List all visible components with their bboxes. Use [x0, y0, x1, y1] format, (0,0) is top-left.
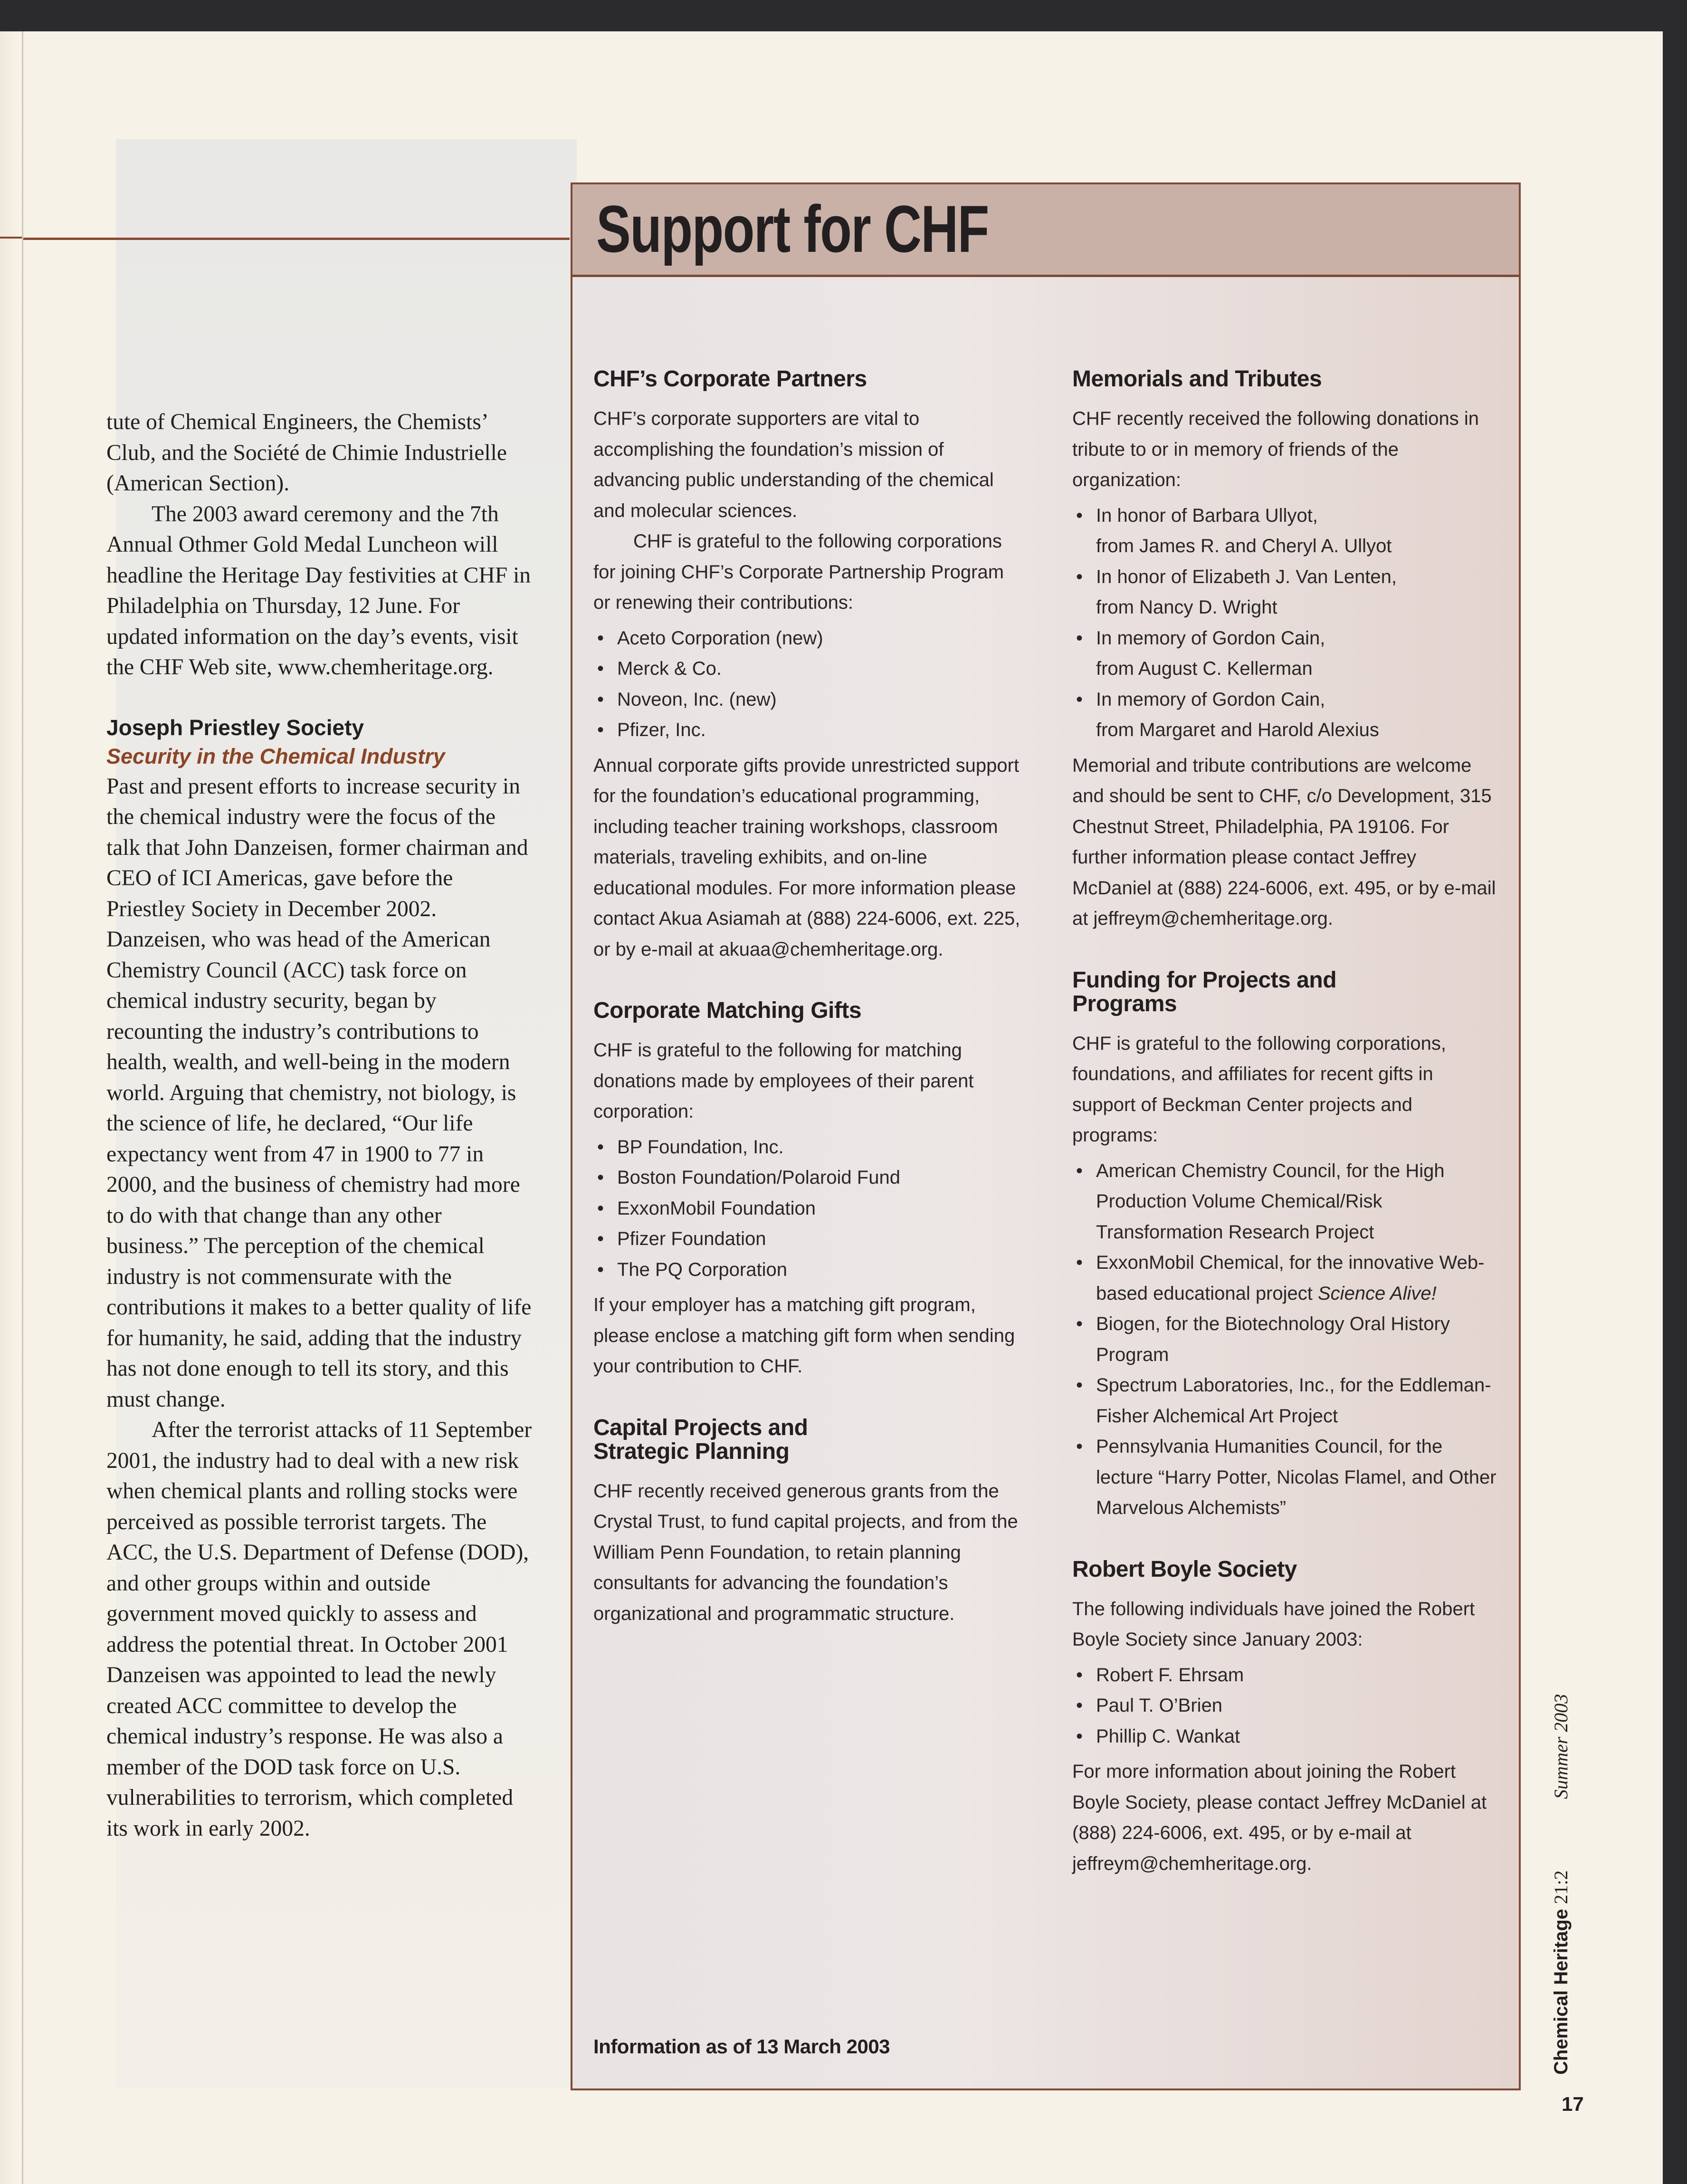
volume-issue: 21:2 [1550, 1870, 1572, 1904]
section-text: CHF recently received the following donations in tribute to or in memory of friends of the organization: [1072, 408, 1479, 490]
funding-list [1072, 1156, 1500, 1523]
list-item-text: ExxonMobil Chemical, for the innovative Web-based educational project [1096, 1252, 1485, 1304]
article-paragraph: The 2003 award ceremony and the 7th Annual Othmer Gold Medal Luncheon will headline the Heritage Day festivities at CHF in Philadelphia on Thursday, 12 June. For updated information on the day’s events, visit the CHF Web site, www.chemheritage.org. [106, 501, 531, 680]
list-item-text: BP Foundation, Inc. [617, 1136, 784, 1158]
bullet-icon: • [597, 1197, 604, 1219]
memorials-list [1072, 500, 1500, 746]
section-text: CHF is grateful to the following corporations, foundations, and affiliates for recent gifts in support of Beckman Center projects and programs: [1072, 1033, 1447, 1146]
section-text: For more information about joining the Robert Boyle Society, please contact Jeffrey McDaniel at (888) 224-6006, ext. 495, or by e-mail at jeffreym@chemheritage.org. [1072, 1761, 1487, 1874]
list-item [593, 684, 1021, 715]
issue-season: Summer 2003 [1550, 1694, 1572, 1799]
accent-rule-stub [0, 237, 22, 239]
spine-line [22, 31, 23, 2184]
list-item-text: Spectrum Laboratories, Inc., for the Eddleman-Fisher Alchemical Art Project [1096, 1375, 1491, 1427]
list-item [1072, 1431, 1500, 1523]
list-item-text: Noveon, Inc. (new) [617, 689, 777, 710]
list-item-text: Pennsylvania Humanities Council, for the lecture “Harry Potter, Nicolas Flamel, and Other Marvelous Alchemists” [1096, 1436, 1496, 1518]
section-heading-priestley: Joseph Priestley Society [106, 715, 364, 740]
section-text: The following individuals have joined the Robert Boyle Society since January 2003: [1072, 1598, 1475, 1650]
spine-fold [0, 31, 22, 2184]
list-item [1072, 500, 1500, 562]
list-item-text: Paul T. O’Brien [1096, 1695, 1223, 1716]
list-item-text: Merck & Co. [617, 658, 722, 679]
list-item-text: Biogen, for the Biotechnology Oral History Program [1096, 1313, 1450, 1365]
list-item-text: ExxonMobil Foundation [617, 1197, 816, 1219]
section-text: CHF is grateful to the following for matching donations made by employees of their parent corporation: [593, 1040, 974, 1122]
list-item-text: Aceto Corporation (new) [617, 627, 823, 649]
list-item [1072, 684, 1500, 746]
magazine-name: Chemical Heritage [1551, 1908, 1572, 2075]
boyle-society-list [1072, 1660, 1500, 1752]
sidebar-column-right [1072, 367, 1500, 1879]
list-item-text: In memory of Gordon Cain, [1096, 627, 1325, 649]
list-item [1072, 1721, 1500, 1752]
list-item-text: In honor of Elizabeth J. Van Lenten, [1096, 566, 1397, 587]
bullet-icon: • [597, 1136, 604, 1158]
bullet-icon: • [1076, 1664, 1083, 1686]
list-item [593, 1132, 1021, 1163]
page-number: 17 [1562, 2093, 1584, 2115]
list-item-text: In honor of Barbara Ullyot, [1096, 505, 1318, 526]
list-item [1072, 1660, 1500, 1691]
list-item [593, 653, 1021, 684]
list-item [1072, 1247, 1500, 1309]
list-item-text: American Chemistry Council, for the High Production Volume Chemical/Risk Transformation Research Project [1096, 1160, 1445, 1243]
project-title: Science Alive! [1318, 1283, 1437, 1304]
bullet-icon: • [1076, 505, 1083, 526]
sidebar-title: Support for CHF [596, 192, 989, 266]
list-item [593, 1255, 1021, 1285]
list-item-text: Robert F. Ehrsam [1096, 1664, 1244, 1686]
information-date-note: Information as of 13 March 2003 [593, 2035, 890, 2058]
list-item-donor: from James R. and Cheryl A. Ullyot [1096, 536, 1392, 556]
list-item-text: Pfizer, Inc. [617, 719, 706, 740]
section-text: If your employer has a matching gift program, please enclose a matching gift form when sending your contribution to CHF. [593, 1294, 1015, 1377]
bullet-icon: • [1076, 627, 1083, 649]
section-text: Memorial and tribute contributions are welcome and should be sent to CHF, c/o Development, 315 Chestnut Street, Philadelphia, PA 19106. For further information please contact Jeffrey McDaniel at (888) 224-6006, ext. 495, or by e-mail at jeffreym@chemheritage.org. [1072, 755, 1496, 929]
corporate-partners-list [593, 623, 1021, 746]
list-item [1072, 623, 1500, 684]
list-item [593, 1224, 1021, 1255]
support-sidebar-box [571, 182, 1521, 2090]
bullet-icon: • [597, 627, 604, 649]
list-item-text: In memory of Gordon Cain, [1096, 689, 1325, 710]
section-heading-capital-projects: Capital Projects and Strategic Planning [593, 1415, 808, 1464]
list-item [593, 623, 1021, 654]
bullet-icon: • [1076, 1313, 1083, 1334]
sidebar-title-bar [572, 184, 1519, 277]
list-item [1072, 1309, 1500, 1370]
section-heading-matching-gifts: Corporate Matching Gifts [593, 998, 862, 1023]
bullet-icon: • [597, 658, 604, 679]
section-text: CHF’s corporate supporters are vital to accomplishing the foundation’s mission of advancing public understanding of the chemical and molecular sciences. [593, 408, 994, 521]
bullet-icon: • [1076, 1695, 1083, 1716]
section-text: CHF is grateful to the following corporations for joining CHF’s Corporate Partnership Program or renewing their contributions: [593, 531, 1004, 613]
bullet-icon: • [597, 689, 604, 710]
section-heading-memorials: Memorials and Tributes [1072, 366, 1322, 392]
list-item-text: Pfizer Foundation [617, 1228, 766, 1249]
bullet-icon: • [1076, 1375, 1083, 1396]
list-item [593, 1162, 1021, 1193]
bullet-icon: • [597, 719, 604, 740]
section-heading-funding: Funding for Projects and Programs [1072, 967, 1337, 1016]
section-heading-corporate-partners: CHF’s Corporate Partners [593, 366, 867, 392]
list-item [1072, 1156, 1500, 1248]
matching-gifts-list [593, 1132, 1021, 1285]
list-item [1072, 1690, 1500, 1721]
list-item-text: The PQ Corporation [617, 1259, 787, 1280]
list-item [593, 715, 1021, 746]
bullet-icon: • [1076, 1436, 1083, 1457]
list-item-donor: from Margaret and Harold Alexius [1096, 719, 1379, 740]
bullet-icon: • [1076, 566, 1083, 587]
section-subheading: Security in the Chemical Industry [106, 744, 445, 768]
list-item-donor: from Nancy D. Wright [1096, 597, 1277, 618]
list-item-text: Boston Foundation/Polaroid Fund [617, 1167, 900, 1188]
bullet-icon: • [597, 1167, 604, 1188]
list-item [1072, 562, 1500, 623]
article-paragraph: tute of Chemical Engineers, the Chemists’ Club, and the Société de Chimie Industrielle (American Section). [106, 410, 507, 496]
list-item-donor: from August C. Kellerman [1096, 658, 1313, 679]
article-paragraph: After the terrorist attacks of 11 September 2001, the industry had to deal with a new risk when chemical plants and rolling stocks were perceived as possible terrorist targets. The ACC, the U.S. Department of Defense (DOD), and other groups within and outside government moved quickly to assess and address the potential threat. In October 2001 Danzeisen was appointed to lead the newly created ACC committee to develop the chemical industry’s response. He was also a member of the DOD task force on U.S. vulnerabilities to terrorism, which completed its work in early 2002. [106, 1418, 532, 1841]
list-item [593, 1193, 1021, 1224]
article-paragraph: Past and present efforts to increase security in the chemical industry were the focus of the talk that John Danzeisen, former chairman and CEO of ICI Americas, gave before the Priestley Society in December 2002. Danzeisen, who was head of the American Chemistry Council (ACC) task force on chemical industry security, began by recounting the industry’s contributions to health, wealth, and well-being in the modern world. Arguing that chemistry, not biology, is the science of life, he declared, “Our life expectancy went from 47 in 1900 to 77 in 2000, and the business of chemistry had more to do with that change than any other business.” The perception of the chemical industry is not commensurate with the contributions it makes to a better quality of life for humanity, he said, adding that the industry has not done enough to tell its story, and this must change. [106, 774, 532, 1412]
left-article-column [106, 407, 534, 1844]
list-item [1072, 1370, 1500, 1431]
bullet-icon: • [1076, 1725, 1083, 1747]
magazine-page [0, 31, 1663, 2184]
bullet-icon: • [597, 1228, 604, 1249]
running-footer [1550, 1694, 1572, 2075]
bullet-icon: • [1076, 1160, 1083, 1181]
section-text: Annual corporate gifts provide unrestricted support for the foundation’s educational programming, including teacher training workshops, classroom materials, traveling exhibits, and on-line educational modules. For more information please contact Akua Asiamah at (888) 224-6006, ext. 225, or by e-mail at akuaa@chemheritage.org. [593, 755, 1020, 960]
bullet-icon: • [597, 1259, 604, 1280]
bullet-icon: • [1076, 1252, 1083, 1273]
list-item-text: Phillip C. Wankat [1096, 1725, 1240, 1747]
bullet-icon: • [1076, 689, 1083, 710]
section-text: CHF recently received generous grants from the Crystal Trust, to fund capital projects, and from the William Penn Foundation, to retain planning consultants for advancing the foundation’s organizational and programmatic structure. [593, 1480, 1018, 1624]
accent-rule [23, 238, 570, 240]
sidebar-column-left [593, 367, 1021, 1629]
section-heading-boyle-society: Robert Boyle Society [1072, 1556, 1297, 1582]
